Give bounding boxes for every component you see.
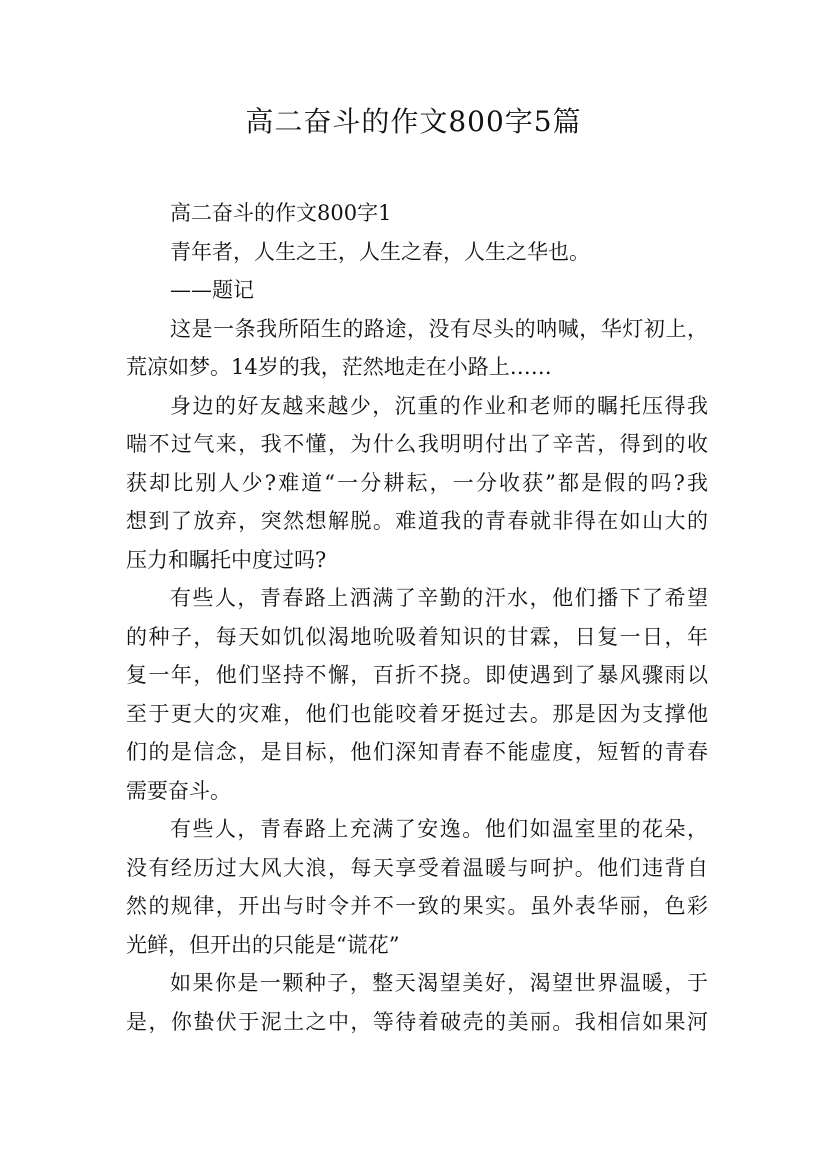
document-body <box>126 194 708 1041</box>
text-line: 的种子，每天如饥似渴地吮吸着知识的甘霖，日复一日，年 <box>126 624 708 649</box>
text-line: 青年者，人生之王，人生之春，人生之华也。 <box>170 239 590 264</box>
text-line: 没有经历过大风大浪，每天享受着温暖与呵护。他们违背自 <box>126 855 708 880</box>
text-line: 需要奋斗。 <box>126 778 231 803</box>
text-line: 这是一条我所陌生的路途，没有尽头的呐喊，华灯初上， <box>170 316 708 341</box>
document-title: 高二奋斗的作文800字5篇 <box>245 105 582 138</box>
text-line: 是，你蛰伏于泥土之中，等待着破壳的美丽。我相信如果河 <box>126 1009 708 1034</box>
text-line: 获却比别人少?难道“一分耕耘，一分收获”都是假的吗?我 <box>126 470 708 495</box>
text-line: 至于更大的灾难，他们也能咬着牙挺过去。那是因为支撑他 <box>126 701 708 726</box>
text-line: 高二奋斗的作文800字1 <box>170 201 392 225</box>
text-line: 身边的好友越来越少，沉重的作业和老师的瞩托压得我 <box>170 393 708 418</box>
text-line: ——题记 <box>170 278 254 302</box>
text-line: 喘不过气来，我不懂，为什么我明明付出了辛苦，得到的收 <box>126 432 708 456</box>
text-line: 想到了放弃，突然想解脱。难道我的青春就非得在如山大的 <box>126 509 708 533</box>
text-line: 然的规律，开出与时令并不一致的果实。虽外表华丽，色彩 <box>126 894 708 918</box>
text-line: 有些人，青春路上洒满了辛勤的汗水，他们播下了希望 <box>170 586 708 610</box>
text-line: 复一年，他们坚持不懈，百折不挠。即使遇到了暴风骤雨以 <box>126 663 708 687</box>
text-line: 有些人，青春路上充满了安逸。他们如温室里的花朵， <box>170 817 708 841</box>
text-line: 如果你是一颗种子，整天渴望美好，渴望世界温暖，于 <box>170 971 708 995</box>
text-line: 光鲜，但开出的只能是“谎花” <box>126 932 400 957</box>
text-line: 们的是信念，是目标，他们深知青春不能虚度，短暂的青春 <box>126 740 708 764</box>
text-line: 荒凉如梦。14岁的我，茫然地走在小路上…… <box>126 355 552 379</box>
text-line: 压力和瞩托中度过吗? <box>126 547 327 572</box>
